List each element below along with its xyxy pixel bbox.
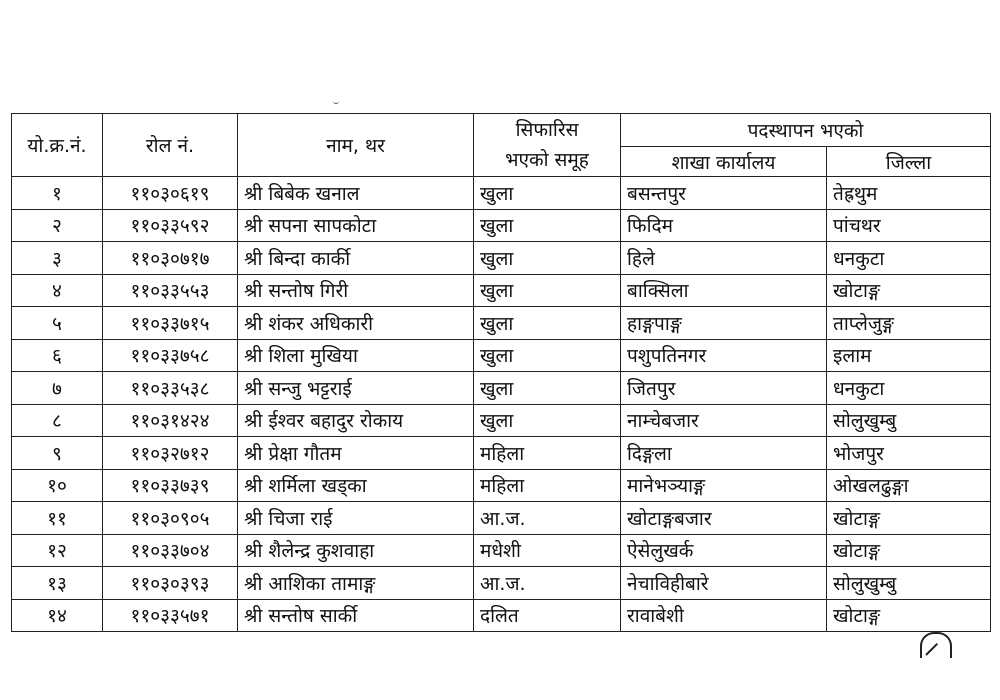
cell-serial-no: ३	[12, 242, 103, 275]
cell-group: आ.ज.	[474, 567, 621, 600]
cell-roll-no: ११०३३५७१	[103, 599, 238, 632]
cell-branch-office: रावाबेशी	[621, 599, 827, 632]
cell-name: श्री शंकर अधिकारी	[238, 307, 474, 340]
cell-district: सोलुखुम्बु	[827, 567, 991, 600]
cell-serial-no: १३	[12, 567, 103, 600]
cell-roll-no: ११०३०३९३	[103, 567, 238, 600]
cell-name: श्री सपना सापकोटा	[238, 209, 474, 242]
cell-branch-office: नेचाविहीबारे	[621, 567, 827, 600]
cell-roll-no: ११०३०६१९	[103, 177, 238, 210]
cell-serial-no: ११	[12, 502, 103, 535]
cell-branch-office: पशुपतिनगर	[621, 339, 827, 372]
cell-serial-no: ४	[12, 274, 103, 307]
cell-group: महिला	[474, 437, 621, 470]
cell-name: श्री आशिका तामाङ्ग	[238, 567, 474, 600]
cell-name: श्री बिबेक खनाल	[238, 177, 474, 210]
header-group-line2: भएको समूह	[505, 149, 589, 171]
posting-table	[11, 113, 991, 632]
header-group-line1: सिफारिस	[515, 119, 579, 141]
header-serial-no: यो.क्र.नं.	[12, 114, 103, 177]
cell-district: धनकुटा	[827, 372, 991, 405]
table-row	[12, 437, 991, 470]
cell-serial-no: १४	[12, 599, 103, 632]
cell-district: खोटाङ्ग	[827, 599, 991, 632]
cell-group: खुला	[474, 274, 621, 307]
cell-group: खुला	[474, 307, 621, 340]
table-row	[12, 372, 991, 405]
cell-serial-no: ६	[12, 339, 103, 372]
cell-roll-no: ११०३१४२४	[103, 404, 238, 437]
table-row	[12, 242, 991, 275]
table-row	[12, 502, 991, 535]
cell-branch-office: हिले	[621, 242, 827, 275]
header-row	[12, 114, 991, 147]
cell-branch-office: बसन्तपुर	[621, 177, 827, 210]
cell-group: खुला	[474, 242, 621, 275]
cell-branch-office: फिदिम	[621, 209, 827, 242]
cell-branch-office: हाङ्गपाङ्ग	[621, 307, 827, 340]
table-row	[12, 209, 991, 242]
cell-district: तेह्रथुम	[827, 177, 991, 210]
cell-branch-office: मानेभञ्याङ्ग	[621, 469, 827, 502]
cell-serial-no: १०	[12, 469, 103, 502]
cell-district: सोलुखुम्बु	[827, 404, 991, 437]
cell-name: श्री चिजा राई	[238, 502, 474, 535]
table-row	[12, 339, 991, 372]
header-posting: पदस्थापन भएको	[621, 114, 991, 147]
cell-roll-no: ११०३३७३९	[103, 469, 238, 502]
cell-district: खोटाङ्ग	[827, 274, 991, 307]
cell-serial-no: १२	[12, 534, 103, 567]
cell-roll-no: ११०३०७१७	[103, 242, 238, 275]
table-row	[12, 469, 991, 502]
cell-name: श्री सन्तोष सार्की	[238, 599, 474, 632]
cell-branch-office: नाम्चेबजार	[621, 404, 827, 437]
cell-group: खुला	[474, 404, 621, 437]
header-recommended-group	[474, 114, 621, 177]
cell-branch-office: जितपुर	[621, 372, 827, 405]
cell-district: ओखलढुङ्गा	[827, 469, 991, 502]
cell-group: दलित	[474, 599, 621, 632]
cell-district: पांचथर	[827, 209, 991, 242]
table-row	[12, 599, 991, 632]
cell-serial-no: २	[12, 209, 103, 242]
cell-name: श्री ईश्वर बहादुर रोकाय	[238, 404, 474, 437]
table-row	[12, 404, 991, 437]
cell-roll-no: ११०३३७५८	[103, 339, 238, 372]
table-row	[12, 307, 991, 340]
cell-name: श्री प्रेक्षा गौतम	[238, 437, 474, 470]
cell-serial-no: १	[12, 177, 103, 210]
table-row	[12, 274, 991, 307]
cell-name: श्री शैलेन्द्र कुशवाहा	[238, 534, 474, 567]
header-name: नाम, थर	[238, 114, 474, 177]
cell-serial-no: ९	[12, 437, 103, 470]
cell-name: श्री सन्तोष गिरी	[238, 274, 474, 307]
cell-roll-no: ११०३०९०५	[103, 502, 238, 535]
cell-roll-no: ११०३३५३८	[103, 372, 238, 405]
header-branch-office: शाखा कार्यालय	[621, 147, 827, 177]
table-row	[12, 534, 991, 567]
cell-branch-office: बाक्सिला	[621, 274, 827, 307]
cell-branch-office: खोटाङ्गबजार	[621, 502, 827, 535]
cell-group: खुला	[474, 339, 621, 372]
cell-district: खोटाङ्ग	[827, 534, 991, 567]
cell-roll-no: ११०३३५९२	[103, 209, 238, 242]
cell-name: श्री शिला मुखिया	[238, 339, 474, 372]
cell-name: श्री बिन्दा कार्की	[238, 242, 474, 275]
cell-serial-no: ७	[12, 372, 103, 405]
cell-group: खुला	[474, 177, 621, 210]
signature-mark	[920, 632, 952, 658]
cell-serial-no: ५	[12, 307, 103, 340]
cell-roll-no: ११०३३७०४	[103, 534, 238, 567]
cell-roll-no: ११०३२७१२	[103, 437, 238, 470]
cell-group: महिला	[474, 469, 621, 502]
header-district: जिल्ला	[827, 147, 991, 177]
table-row	[12, 177, 991, 210]
cell-district: ताप्लेजुङ्ग	[827, 307, 991, 340]
cell-district: धनकुटा	[827, 242, 991, 275]
header-roll-no: रोल नं.	[103, 114, 238, 177]
cell-name: श्री शर्मिला खड्का	[238, 469, 474, 502]
cell-district: इलाम	[827, 339, 991, 372]
scan-mark	[333, 100, 339, 104]
cell-name: श्री सन्जु भट्टराई	[238, 372, 474, 405]
cell-serial-no: ८	[12, 404, 103, 437]
cell-district: खोटाङ्ग	[827, 502, 991, 535]
cell-group: मधेशी	[474, 534, 621, 567]
table-row	[12, 567, 991, 600]
cell-group: खुला	[474, 372, 621, 405]
cell-roll-no: ११०३३७१५	[103, 307, 238, 340]
cell-group: खुला	[474, 209, 621, 242]
cell-branch-office: ऐसेलुखर्क	[621, 534, 827, 567]
cell-branch-office: दिङ्गला	[621, 437, 827, 470]
cell-roll-no: ११०३३५५३	[103, 274, 238, 307]
cell-district: भोजपुर	[827, 437, 991, 470]
cell-group: आ.ज.	[474, 502, 621, 535]
